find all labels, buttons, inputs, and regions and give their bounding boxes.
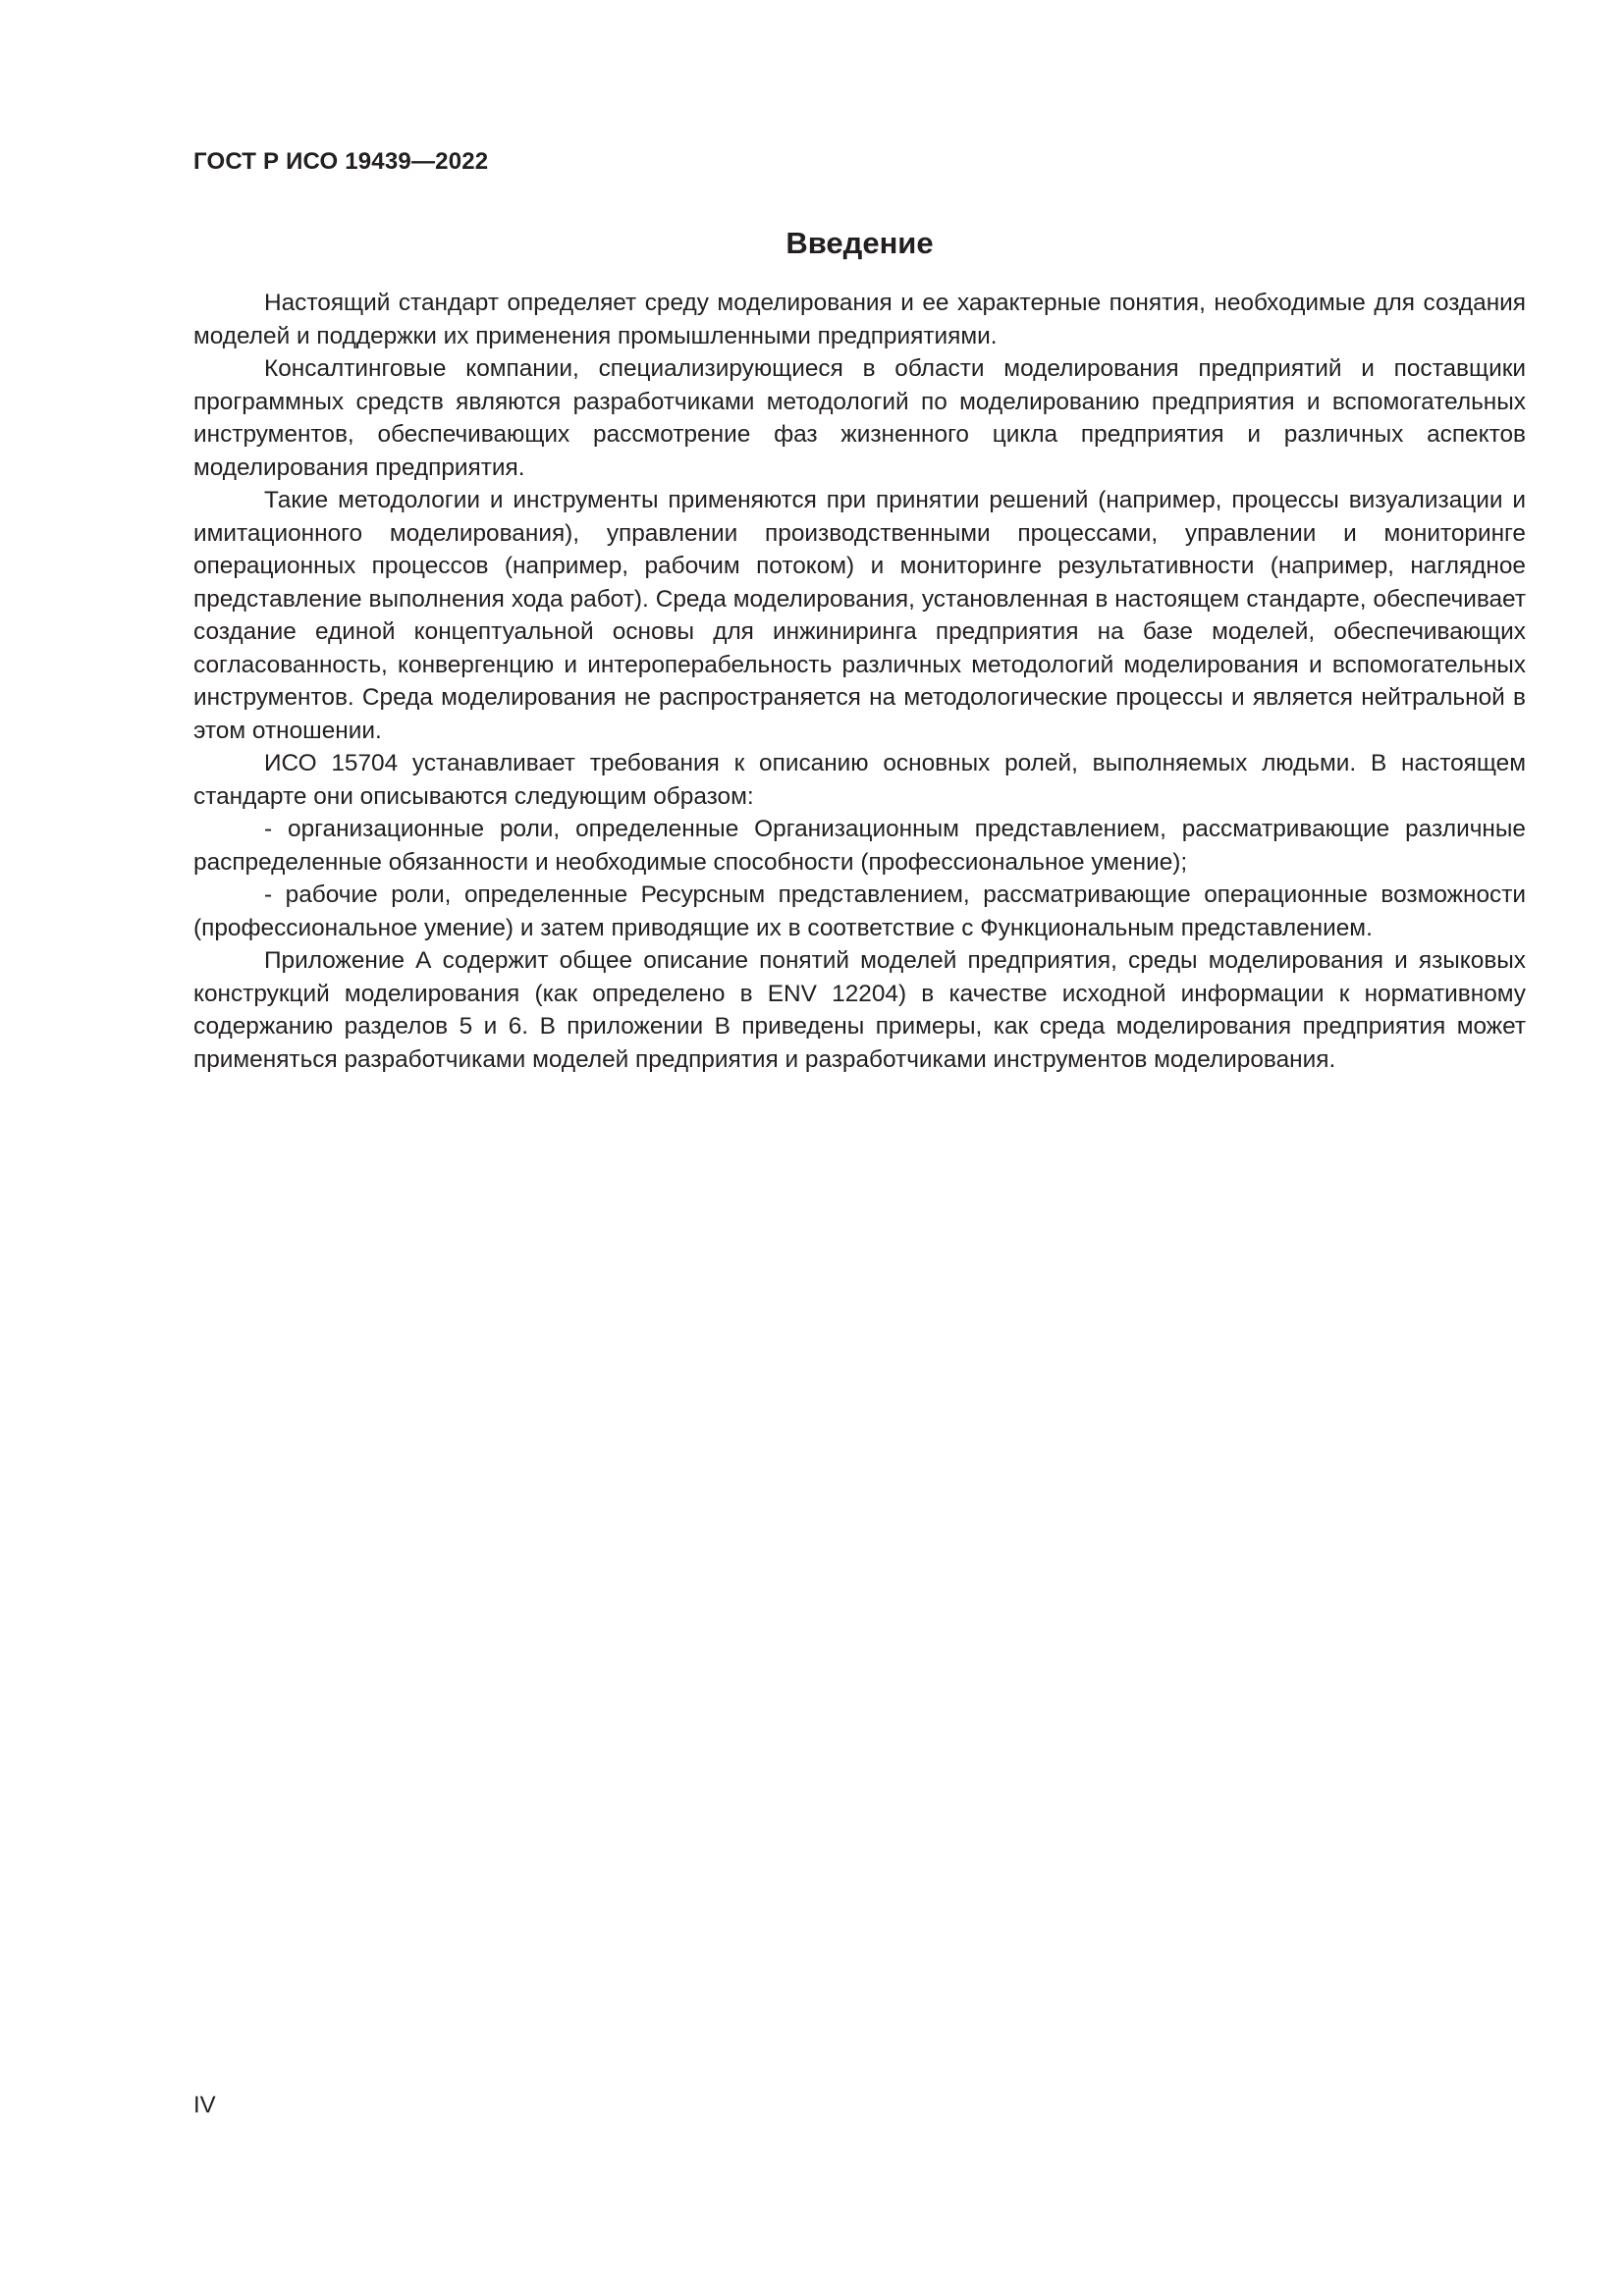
introduction-body	[193, 287, 1526, 1076]
page-number: IV	[193, 2092, 216, 2118]
list-item-organizational-roles: - организационные роли, определенные Организационным представлением, рассматривающие различные распределенные обязанности и необходимые способности (профессиональное умение);	[193, 816, 1526, 876]
paragraph-consulting: Консалтинговые компании, специализирующиеся в области моделирования предприятий и поставщики программных средств являются разработчиками методологий по моделированию предприятия и вспомогательных инструментов, обеспечивающих рассмотрение фаз жизненного цикла предприятия и различных аспектов моделирования предприятия.	[193, 355, 1526, 481]
paragraph-annexes: Приложение А содержит общее описание понятий моделей предприятия, среды моделирования и языковых конструкций моделирования (как определено в ENV 12204) в качестве исходной информации к нормативному содержанию разделов 5 и 6. В приложении В приведены примеры, как среда моделирования предприятия может применяться разработчиками моделей предприятия и разработчиками инструментов моделирования.	[193, 947, 1526, 1073]
section-title: Введение	[785, 226, 934, 260]
paragraph-scope: Настоящий стандарт определяет среду моделирования и ее характерные понятия, необходимые для создания моделей и поддержки их применения промышленными предприятиями.	[193, 290, 1526, 349]
paragraph-methodologies: Такие методологии и инструменты применяются при принятии решений (например, процессы визуализации и имитационного моделирования), управлении производственными процессами, управлении и мониторинге операционных процессов (например, рабочим потоком) и мониторинге результативности (например, наглядное представление выполнения хода работ). Среда моделирования, установленная в настоящем стандарте, обеспечивает создание единой концептуальной основы для инжиниринга предприятия на базе моделей, обеспечивающих согласованность, конвергенцию и интероперабельность различных методологий моделирования и вспомогательных инструментов. Среда моделирования не распространяется на методологические процессы и является нейтральной в этом отношении.	[193, 487, 1526, 744]
document-code-header: ГОСТ Р ИСО 19439—2022	[193, 148, 489, 175]
paragraph-iso-15704: ИСО 15704 устанавливает требования к описанию основных ролей, выполняемых людьми. В настоящем стандарте они описываются следующим образом:	[193, 750, 1526, 810]
list-item-operational-roles: - рабочие роли, определенные Ресурсным представлением, рассматривающие операционные возможности (профессиональное умение) и затем приводящие их в соответствие с Функциональным представлением.	[193, 881, 1526, 941]
